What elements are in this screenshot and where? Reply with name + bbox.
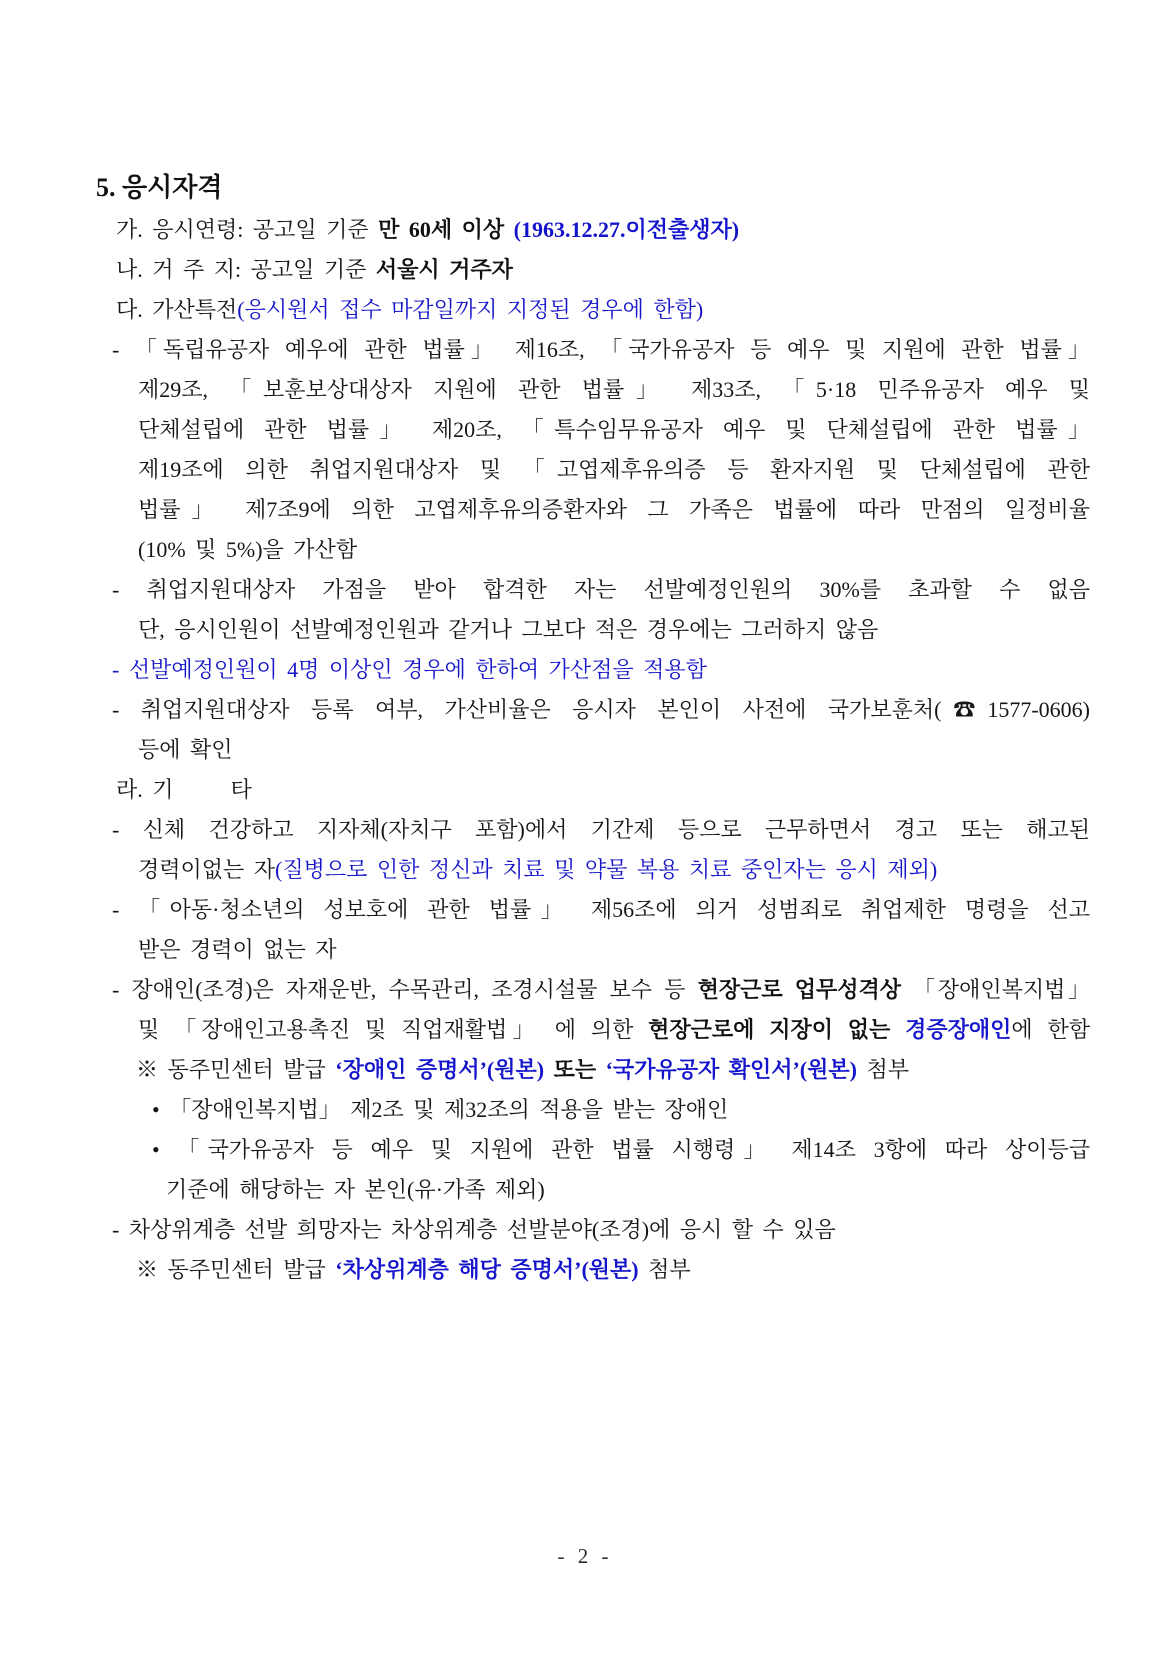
text-segment: 서울시 거주자 xyxy=(375,257,513,282)
text-segment: 첨부 xyxy=(648,1257,691,1282)
text-segment: 및 「장애인고용촉진 및 직업재활법」 에 의한 xyxy=(138,1017,649,1042)
text-line xyxy=(138,530,1090,570)
text-segment: 만 60세 이상 xyxy=(378,217,514,242)
text-segment: 가. 응시연령: 공고일 기준 xyxy=(116,217,379,242)
text-line xyxy=(152,1130,1090,1170)
text-line xyxy=(138,610,1090,650)
text-segment: 받은 경력이 없는 자 xyxy=(138,937,337,962)
text-line xyxy=(138,1010,1090,1050)
text-segment: 라. 기 타 xyxy=(116,777,252,802)
text-segment: 기준에 해당하는 자 본인(유·가족 제외) xyxy=(166,1177,545,1202)
text-line xyxy=(112,810,1090,850)
text-segment: 제29조, 「보훈보상대상자 지원에 관한 법률」 제33조, 「5·18 민주유공자 예우 및 xyxy=(138,377,1090,402)
text-segment: - 취업지원대상자 등록 여부, 가산비율은 응시자 본인이 사전에 국가보훈처(☎1577-0606) xyxy=(112,697,1090,722)
text-segment: ※ 동주민센터 발급 xyxy=(136,1057,336,1082)
text-segment: 에 한함 xyxy=(1011,1017,1090,1042)
text-segment: - 신체 건강하고 지자체(자치구 포함)에서 기간제 등으로 근무하면서 경고 또는 해고된 xyxy=(112,817,1090,842)
text-segment: 나. 거 주 지: 공고일 기준 xyxy=(116,257,376,282)
text-segment: ※ 동주민센터 발급 xyxy=(136,1257,336,1282)
text-line xyxy=(136,1250,1090,1290)
text-segment: 등에 확인 xyxy=(138,737,233,762)
text-line xyxy=(112,1210,1090,1250)
text-segment: - 취업지원대상자 가점을 받아 합격한 자는 선발예정인원의 30%를 초과할 수 없음 xyxy=(112,577,1090,602)
text-segment: - 차상위계층 선발 희망자는 차상위계층 선발분야(조경)에 응시 할 수 있음 xyxy=(112,1217,836,1242)
text-segment: 다. 가산특전 xyxy=(116,297,238,322)
text-line xyxy=(116,210,1090,250)
text-line xyxy=(112,330,1090,370)
text-line xyxy=(138,450,1090,490)
text-line xyxy=(166,1170,1090,1210)
text-segment: 또는 xyxy=(553,1057,606,1082)
text-segment: 첨부 xyxy=(866,1057,909,1082)
text-segment: 경력이없는 자 xyxy=(138,857,276,882)
text-segment: - 장애인(조경)은 자재운반, 수목관리, 조경시설물 보수 등 xyxy=(112,977,698,1002)
text-segment: 제19조에 의한 취업지원대상자 및 「고엽제후유의증 등 환자지원 및 단체설립에 관한 xyxy=(138,457,1090,482)
section-title: 5. 응시자격 xyxy=(96,173,223,202)
text-line xyxy=(138,850,1090,890)
text-line xyxy=(112,650,1090,690)
text-segment: 현장근로에 지장이 없는 xyxy=(648,1017,906,1042)
text-line xyxy=(116,250,1090,290)
text-line xyxy=(136,1050,1090,1090)
text-line xyxy=(116,290,1090,330)
text-segment: ‘차상위계층 해당 증명서’(원본) xyxy=(335,1257,649,1282)
text-line xyxy=(116,770,1090,810)
text-segment: 단, 응시인원이 선발예정인원과 같거나 그보다 적은 경우에는 그러하지 않음 xyxy=(138,617,879,642)
text-segment: (10% 및 5%)을 가산함 xyxy=(138,537,358,562)
text-line xyxy=(112,570,1090,610)
text-line xyxy=(138,370,1090,410)
text-segment: 단체설립에 관한 법률」 제20조, 「특수임무유공자 예우 및 단체설립에 관한 법률」 xyxy=(138,417,1091,442)
text-line xyxy=(152,1090,1090,1130)
text-line xyxy=(138,490,1090,530)
text-line xyxy=(112,970,1090,1010)
text-line xyxy=(112,890,1090,930)
text-segment: (응시원서 접수 마감일까지 지정된 경우에 한함) xyxy=(237,297,704,322)
text-segment: - 선발예정인원이 4명 이상인 경우에 한하여 가산점을 적용함 xyxy=(112,657,707,682)
text-segment: • 「장애인복지법」 제2조 및 제32조의 적용을 받는 장애인 xyxy=(152,1097,729,1122)
text-segment: 경증장애인 xyxy=(905,1017,1012,1042)
text-segment: 현장근로 업무성격상 xyxy=(697,977,914,1002)
text-line xyxy=(138,930,1090,970)
text-segment: - 「아동·청소년의 성보호에 관한 법률」 제56조에 의거 성범죄로 취업제한 명령을 선고 xyxy=(112,897,1090,922)
text-line xyxy=(138,730,1090,770)
text-segment: (질병으로 인한 정신과 치료 및 약물 복용 치료 중인자는 응시 제외) xyxy=(275,857,938,882)
text-segment: • 「국가유공자 등 예우 및 지원에 관한 법률 시행령」 제14조 3항에 따라 상이등급 xyxy=(152,1137,1090,1162)
text-line xyxy=(138,410,1090,450)
text-segment: ‘국가유공자 확인서’(원본) xyxy=(605,1057,867,1082)
text-line xyxy=(112,690,1090,730)
page-number: - 2 - xyxy=(557,1544,613,1568)
text-segment: (1963.12.27.이전출생자) xyxy=(513,217,740,242)
document-body xyxy=(96,210,1090,1290)
text-segment: 「장애인복지법」 xyxy=(913,977,1090,1002)
text-segment: 법률」 제7조9에 의한 고엽제후유의증환자와 그 가족은 법률에 따라 만점의 일정비율 xyxy=(138,497,1090,522)
text-segment: ‘장애인 증명서’(원본) xyxy=(335,1057,554,1082)
text-segment: - 「독립유공자 예우에 관한 법률」 제16조, 「국가유공자 등 예우 및 지원에 관한 법률」 xyxy=(112,337,1090,362)
